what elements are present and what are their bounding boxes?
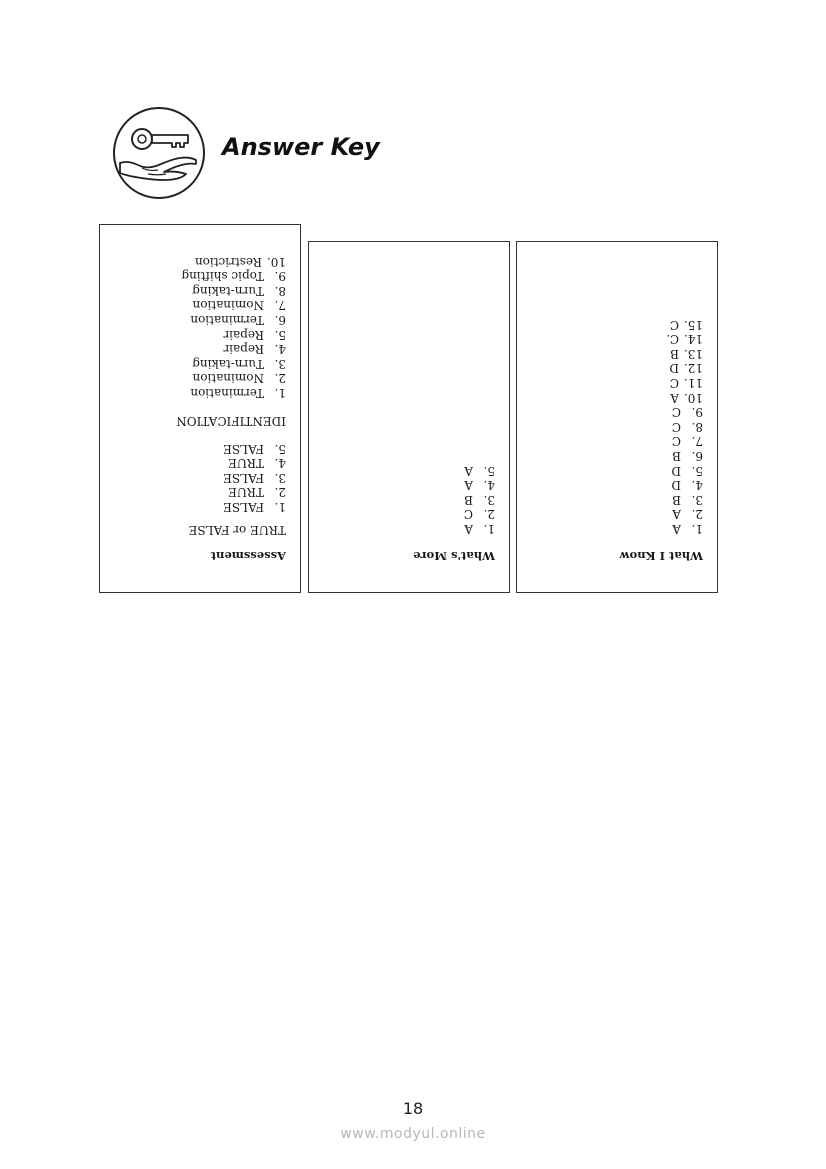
item-answer: FALSE xyxy=(223,500,264,514)
list-item xyxy=(464,463,495,478)
list-item xyxy=(666,346,703,361)
item-answer: C xyxy=(671,405,681,420)
item-number: 15. xyxy=(683,317,703,332)
item-answer: Restriction xyxy=(194,254,262,269)
list-item xyxy=(223,470,286,485)
what-i-know-box xyxy=(516,241,718,593)
item-number: 6. xyxy=(274,313,286,328)
watermark: www.modyul.online xyxy=(340,1126,486,1142)
what-i-know-list xyxy=(666,317,703,536)
item-answer: D xyxy=(669,361,679,376)
list-item xyxy=(464,521,495,536)
item-answer: B xyxy=(464,492,473,507)
item-number: 7. xyxy=(691,434,703,449)
item-number: 4. xyxy=(274,456,286,471)
page-number: 18 xyxy=(402,1099,424,1118)
item-number: 3. xyxy=(274,356,286,371)
item-number: 2. xyxy=(274,485,286,500)
item-number: 14. xyxy=(683,332,703,347)
key-in-hand-icon xyxy=(112,106,206,200)
item-answer: A xyxy=(670,390,679,405)
item-number: 8. xyxy=(691,419,703,434)
item-number: 13. xyxy=(683,346,703,361)
list-item xyxy=(464,492,495,507)
list-item xyxy=(666,507,703,522)
list-item xyxy=(181,312,286,327)
list-item xyxy=(181,269,286,284)
list-item xyxy=(666,448,703,463)
true-false-heading: TRUE or FALSE xyxy=(188,523,286,537)
page-title: Answer Key xyxy=(222,133,380,161)
item-answer: Nomination xyxy=(192,371,264,386)
item-answer: B xyxy=(672,492,681,507)
item-answer: C. xyxy=(666,332,679,347)
item-answer: Repair xyxy=(223,327,264,342)
item-answer: A xyxy=(672,522,681,536)
item-number: 1. xyxy=(691,522,703,536)
item-answer: C xyxy=(669,317,679,332)
item-number: 9. xyxy=(691,405,703,420)
item-number: 3. xyxy=(483,492,495,507)
assessment-box xyxy=(99,224,301,593)
list-item xyxy=(666,463,703,478)
item-number: 7. xyxy=(274,298,286,313)
item-number: 3. xyxy=(274,470,286,485)
item-number: 5. xyxy=(274,441,286,456)
item-answer: B xyxy=(670,346,679,361)
list-item xyxy=(666,419,703,434)
item-answer: C xyxy=(463,507,473,522)
whats-more-list xyxy=(464,463,495,536)
item-number: 2. xyxy=(691,507,703,522)
item-answer: FALSE xyxy=(223,441,264,456)
item-answer: TRUE xyxy=(228,485,264,500)
item-number: 5. xyxy=(483,463,495,478)
whats-more-box xyxy=(308,241,510,593)
list-item xyxy=(181,342,286,357)
list-item xyxy=(223,485,286,500)
list-item xyxy=(666,390,703,405)
list-item xyxy=(181,327,286,342)
list-item xyxy=(666,521,703,536)
item-number: 8. xyxy=(274,283,286,298)
list-item xyxy=(181,254,286,269)
item-number: 9. xyxy=(274,269,286,284)
list-item xyxy=(666,434,703,449)
whats-more-heading: What's More xyxy=(413,549,495,563)
item-answer: D xyxy=(671,463,681,478)
list-item xyxy=(666,361,703,376)
list-item xyxy=(666,332,703,347)
item-number: 1. xyxy=(483,522,495,536)
item-number: 5. xyxy=(691,463,703,478)
list-item xyxy=(181,356,286,371)
item-number: 4. xyxy=(483,478,495,493)
list-item xyxy=(666,492,703,507)
item-answer: FALSE xyxy=(223,470,264,485)
item-number: 11. xyxy=(683,376,703,391)
item-answer: B xyxy=(672,449,681,464)
item-number: 3. xyxy=(691,492,703,507)
item-answer: C xyxy=(671,419,681,434)
item-answer: A xyxy=(464,478,473,493)
true-false-list xyxy=(223,441,286,514)
item-number: 10. xyxy=(683,390,703,405)
item-answer: A xyxy=(672,507,681,522)
item-answer: C xyxy=(671,434,681,449)
item-answer: Turn-taking xyxy=(192,283,264,298)
item-number: 12. xyxy=(683,361,703,376)
item-answer: Termination xyxy=(190,313,264,328)
item-number: 2. xyxy=(274,371,286,386)
identification-heading: IDENTIFICATION xyxy=(176,414,286,428)
list-item xyxy=(666,375,703,390)
item-number: 1. xyxy=(274,500,286,514)
list-item xyxy=(666,317,703,332)
list-item xyxy=(464,478,495,493)
item-number: 6. xyxy=(691,449,703,464)
list-item xyxy=(666,405,703,420)
list-item xyxy=(666,478,703,493)
item-answer: Nomination xyxy=(192,298,264,313)
item-number: 5. xyxy=(274,327,286,342)
list-item xyxy=(181,371,286,386)
item-answer: Topic shifting xyxy=(181,269,264,284)
item-number: 4. xyxy=(691,478,703,493)
item-answer: D xyxy=(671,478,681,493)
identification-list xyxy=(181,254,286,400)
item-answer: Turn-taking xyxy=(192,356,264,371)
item-number: 4. xyxy=(274,342,286,357)
list-item xyxy=(464,507,495,522)
what-i-know-heading: What I Know xyxy=(619,549,703,563)
assessment-heading: Assessment xyxy=(210,549,286,563)
item-number: 2. xyxy=(483,507,495,522)
list-item xyxy=(181,298,286,313)
list-item xyxy=(181,283,286,298)
item-number: 1. xyxy=(274,386,286,400)
item-answer: TRUE xyxy=(228,456,264,471)
list-item xyxy=(223,441,286,456)
list-item xyxy=(223,456,286,471)
item-number: 10. xyxy=(266,254,286,269)
item-answer: A xyxy=(464,522,473,536)
item-answer: Termination xyxy=(190,386,264,400)
item-answer: Repair xyxy=(223,342,264,357)
list-item xyxy=(181,385,286,400)
item-answer: C xyxy=(669,376,679,391)
list-item xyxy=(223,499,286,514)
item-answer: A xyxy=(464,463,473,478)
